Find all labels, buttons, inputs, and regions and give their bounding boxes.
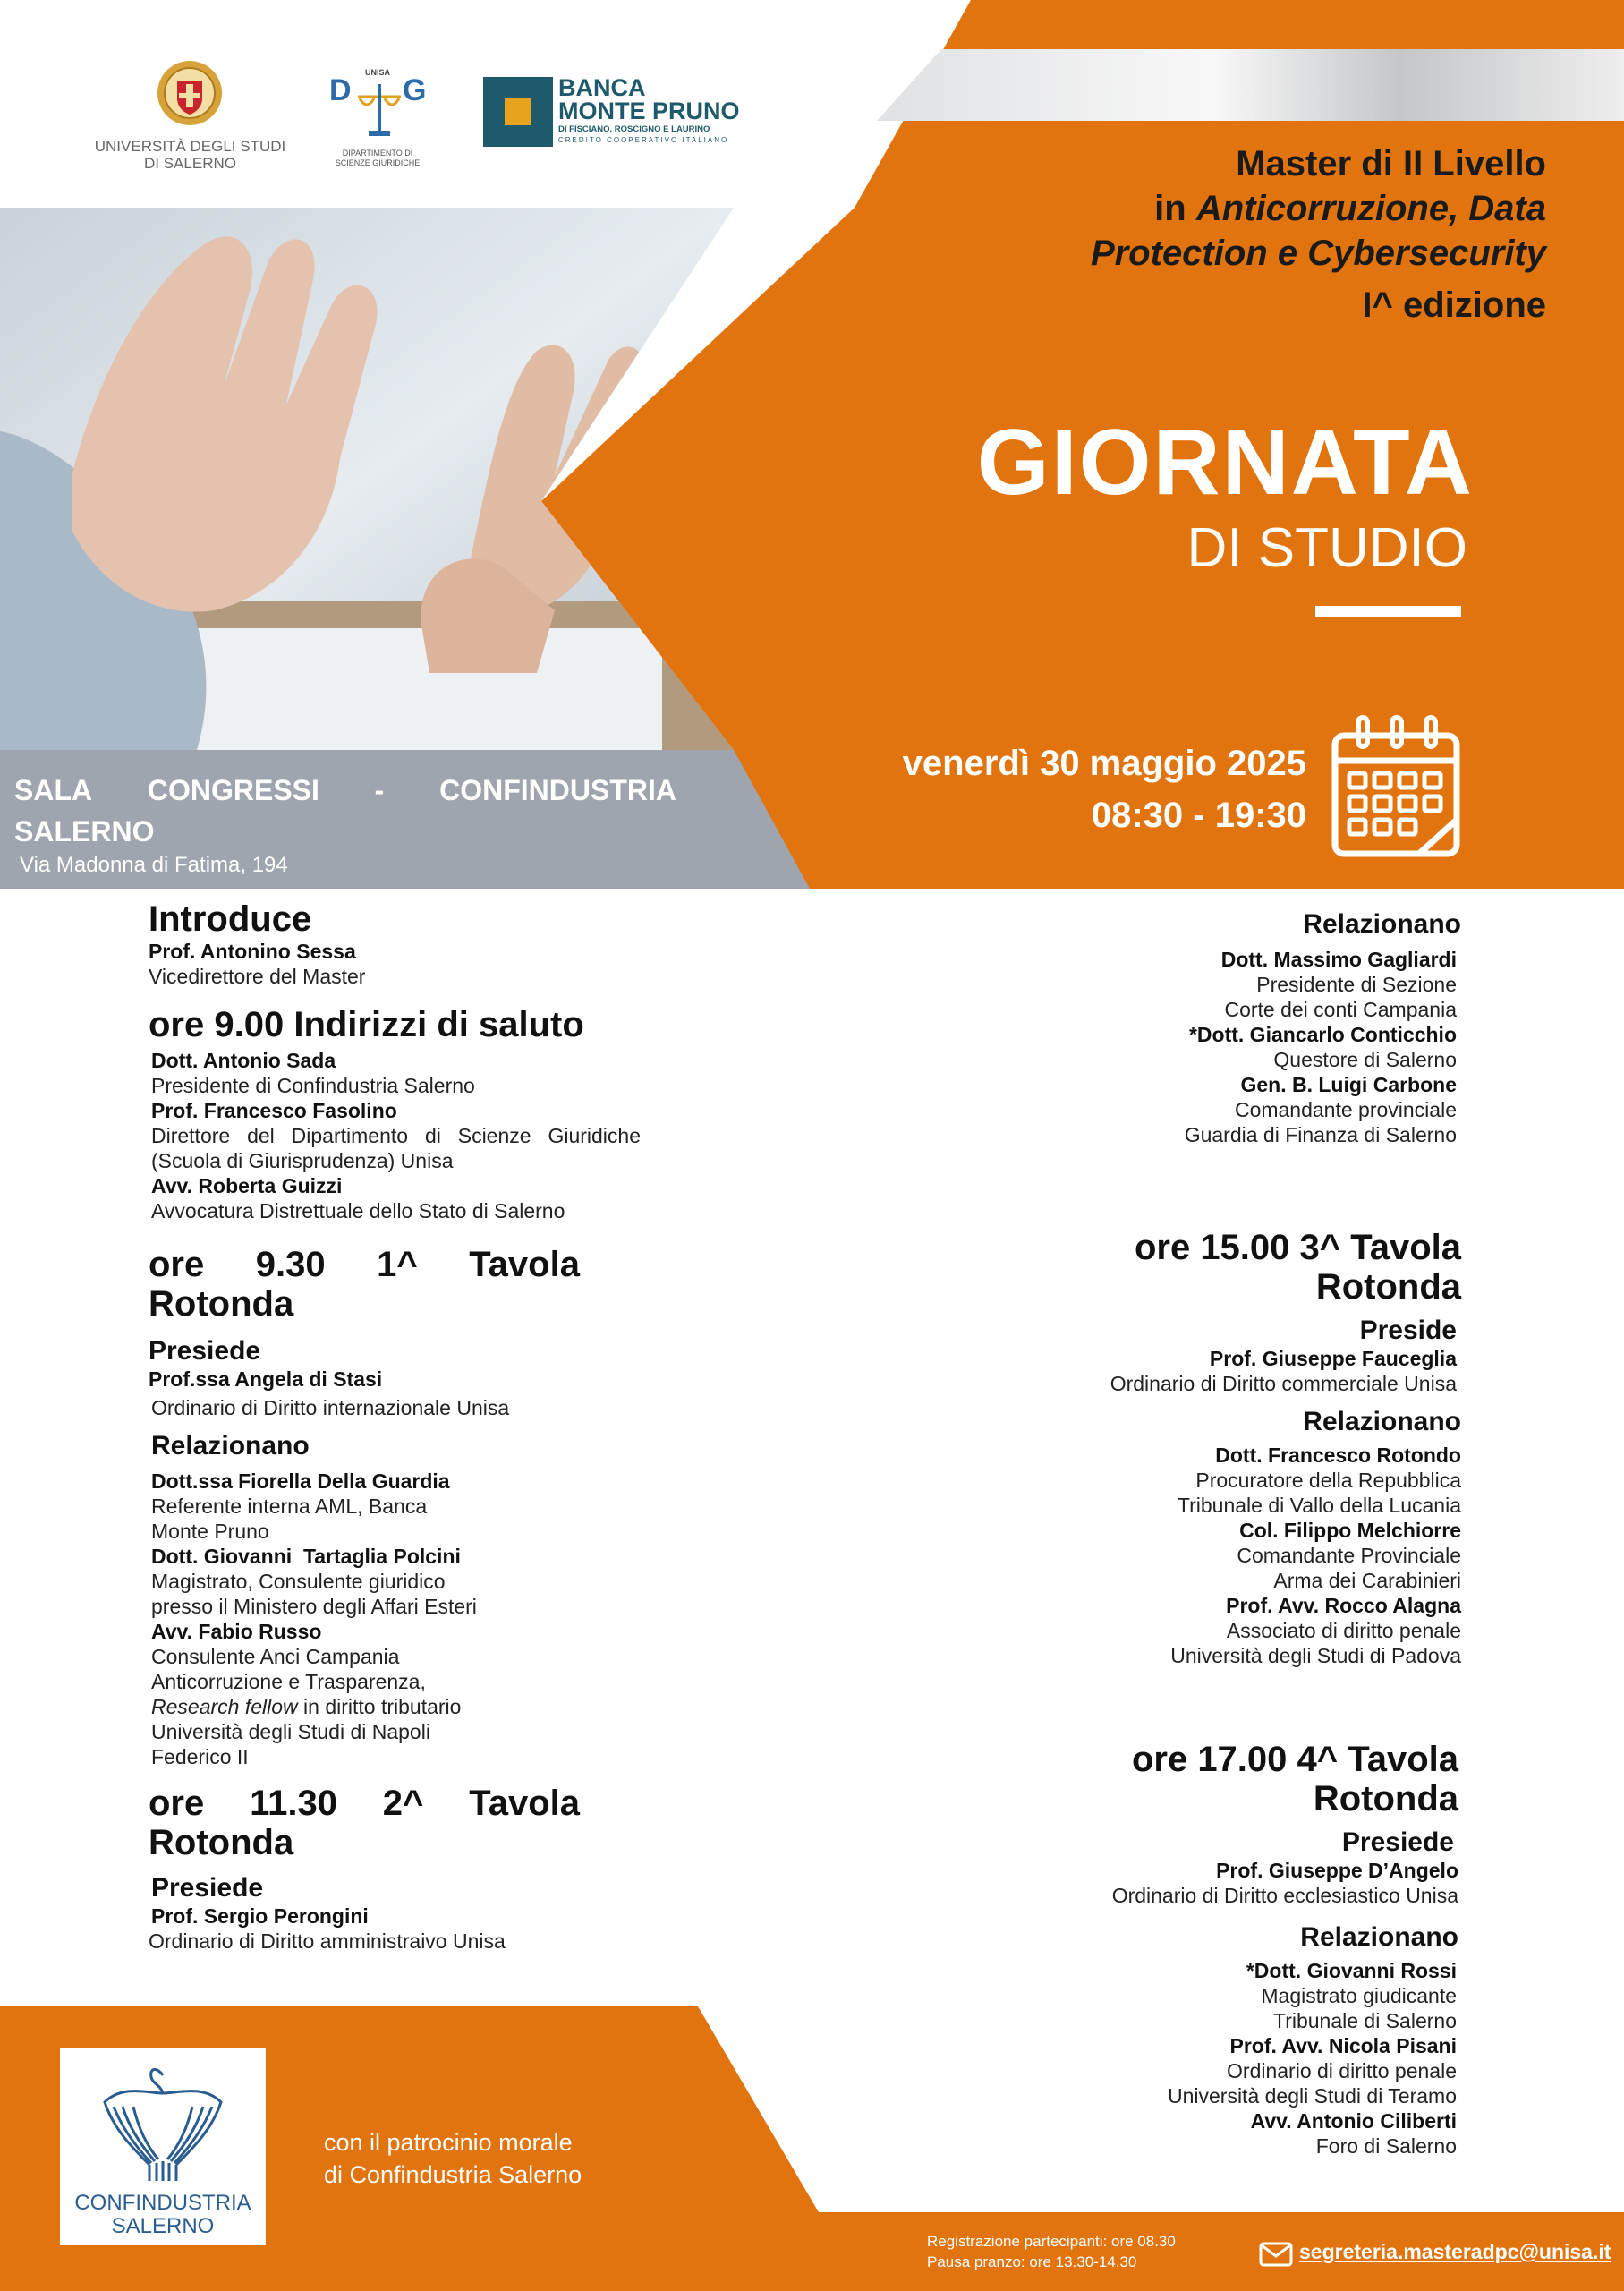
banca-sub1: DI FISCIANO, ROSCIGNO E LAURINO [558,124,710,134]
tavola1-heading [149,1245,580,1284]
tavola1-heading-word: ore [149,1245,205,1284]
tavola3-preside-name: Prof. Giuseppe Fauceglia [1209,1347,1457,1370]
university-seal-icon [156,59,224,127]
dsg-logo-tag: UNISA [365,68,391,77]
tavola2-preside-role: Ordinario di Diritto amministraivo Unisa [149,1929,506,1953]
venue-word-4: CONFINDUSTRIA [439,774,676,806]
tavola2-heading [149,1784,580,1823]
saluti-person-name: Prof. Francesco Fasolino [151,1099,397,1122]
tavola2-rel-label: Relazionano [1303,909,1461,939]
event-date: venerdì 30 maggio 2025 [902,744,1306,783]
tavola2-relatori [984,909,1461,1147]
tavola3-rel-label: Relazionano [1303,1407,1461,1436]
patrocinio-line1: con il patrocinio morale [324,2129,573,2156]
confindustria-line1: CONFINDUSTRIA [74,2191,251,2215]
tavola2-heading-word: 11.30 [250,1784,337,1823]
speaker-role: Comandante Provinciale [1237,1544,1461,1567]
saluti-person-name: Dott. Antonio Sada [151,1049,336,1072]
event-time: 08:30 - 19:30 [1091,796,1306,835]
tavola3-preside-role: Ordinario di Diritto commerciale Unisa [1110,1372,1457,1395]
speaker-role: Ordinario di diritto penale [1227,2059,1457,2082]
speaker-role: Corte dei conti Campania [1224,998,1457,1021]
speaker-role: Guardia di Finanza di Salerno [1184,1123,1457,1146]
tavola4-preside-name: Prof. Giuseppe D’Angelo [1216,1859,1458,1882]
tavola2-heading-word: 2^ [382,1784,424,1823]
dsg-logo-icon [324,66,431,140]
speaker-role: Foro di Salerno [1315,2134,1457,2158]
tavola2-preside-label: Presiede [151,1873,264,1903]
tavola2-heading-word: Tavola [469,1784,580,1823]
saluti-heading: ore 9.00 Indirizzi di saluto [149,1005,584,1044]
calendar-icon [1330,714,1464,862]
tavola1-preside-role: Ordinario di Diritto internazionale Unisa [151,1396,510,1419]
logo-banca-monte-pruno [483,74,761,147]
speaker-name: Col. Filippo Melchiorre [1239,1519,1461,1542]
speaker-name: Dott. Massimo Gagliardi [1220,948,1457,971]
tavola1-heading-word: 1^ [377,1245,418,1284]
tavola1-person-role: Anticorruzione e Trasparenza, [151,1670,426,1693]
tavola4-heading: ore 17.00 4^ Tavola [1131,1740,1458,1779]
tavola1-heading-word: Tavola [469,1245,580,1284]
saluti-person-name: Avv. Roberta Guizzi [151,1174,343,1197]
tavola1-person-name: Dott.ssa Fiorella Della Guardia [151,1469,450,1493]
left-column [149,899,641,1954]
tavola4-preside-role: Ordinario di Diritto ecclesiastico Unisa [1111,1884,1458,1907]
tavola1-person-role: Monte Pruno [151,1520,269,1543]
svg-text:D: D [329,73,352,107]
master-line2-prefix: in [1154,189,1196,228]
tavola4-preside-label: Presiede [1341,1827,1454,1857]
hero-subtitle: DI STUDIO [1186,517,1467,579]
banca-logo-icon [483,77,553,147]
tavola3-heading: ore 15.00 3^ Tavola [1134,1228,1461,1267]
speaker-name: Avv. Antonio Ciliberti [1250,2109,1457,2133]
speaker-name: *Dott. Giovanni Rossi [1246,1959,1457,1982]
speaker-role: Procuratore della Repubblica [1195,1469,1461,1492]
tavola1-research-line [151,1694,641,1719]
venue-word-2: CONGRESSI [147,774,319,806]
hero-title: GIORNATA [976,411,1474,515]
tavola1-person-role: Referente interna AML, Banca [151,1495,428,1518]
tavola2-heading-word: ore [149,1784,205,1823]
tavola1-heading-word: 9.30 [255,1245,326,1284]
email-link[interactable]: segreteria.masteradpc@unisa.it [1299,2240,1611,2263]
tavola1-person-role: Federico II [151,1745,249,1768]
speaker-role: Università degli Studi di Padova [1170,1644,1461,1667]
tavola1-person-role: presso il Ministero degli Affari Esteri [151,1595,477,1618]
speaker-role: Questore di Salerno [1273,1048,1457,1071]
research-fellow-em: Research fellow [151,1695,298,1718]
tavola3-preside-label: Preside [1359,1316,1457,1345]
tavola3-block [984,1228,1461,1668]
speaker-name: *Dott. Giancarlo Conticchio [1188,1023,1457,1046]
tavola4-rel-label: Relazionano [1300,1922,1458,1952]
speaker-role: Università degli Studi di Teramo [1167,2084,1457,2108]
speaker-role: Associato di diritto penale [1226,1619,1461,1642]
venue-line1 [14,773,676,807]
tavola1-person-role: Magistrato, Consulente giuridico [151,1570,446,1593]
venue-word-3: - [374,774,385,806]
tavola1-rel-label: Relazionano [151,1431,310,1461]
confindustria-eagle-icon [96,2057,230,2183]
master-line2-em: Anticorruzione, Data [1195,189,1546,228]
speaker-name: Gen. B. Luigi Carbone [1240,1073,1457,1096]
confindustria-line2: SALERNO [111,2214,215,2238]
banca-name-line1: BANCA [558,74,646,101]
intro-role: Vicedirettore del Master [149,965,366,988]
master-line1: Master di II Livello [1236,144,1546,183]
speaker-name: Prof. Avv. Rocco Alagna [1226,1594,1461,1617]
speaker-name: Prof. Avv. Nicola Pisani [1229,2034,1457,2057]
speaker-role: Comandante provinciale [1234,1098,1457,1121]
venue-line2: SALERNO [14,815,155,847]
master-title [830,141,1546,328]
tavola1-person-role: Università degli Studi di Napoli [151,1720,430,1743]
venue-word-1: SALA [14,774,93,806]
tavola1-rel-list [149,1469,641,1769]
logo-dsg [324,66,431,174]
svg-text:G: G [403,73,427,107]
banca-sub2: CREDITO COOPERATIVO ITALIANO [558,136,729,144]
research-rest: in diritto tributario [297,1695,462,1718]
pausa-text: Pausa pranzo: ore 13.30-14.30 [927,2253,1137,2270]
saluti-person-role: Direttore del Dipartimento di Scienze Giuridiche (Scuola di Giurisprudenza) Unisa [151,1124,641,1172]
tavola1-preside-label: Presiede [149,1336,261,1366]
tavola1-preside-name: Prof.ssa Angela di Stasi [149,1367,383,1391]
registrazione-text: Registrazione partecipanti: ore 08.30 [927,2233,1176,2250]
master-line3-em: Protection e Cybersecurity [1090,234,1546,273]
tavola2-rel-list [984,947,1461,1147]
tavola2-preside-name: Prof. Sergio Perongini [151,1904,369,1928]
speaker-role: Magistrato giudicante [1261,1984,1457,2007]
tavola1-person-role: Consulente Anci Campania [151,1645,400,1668]
master-edition: I^ edizione [1362,285,1546,325]
confindustria-logo [60,2048,266,2245]
saluti-person-role: Presidente di Confindustria Salerno [151,1074,475,1097]
saluti-person-role: Avvocatura Distrettuale dello Stato di Salerno [151,1199,565,1222]
speaker-role: Tribunale di Salerno [1273,2009,1457,2032]
logo-unisa [89,59,291,175]
envelope-icon [1259,2242,1293,2267]
intro-name: Prof. Antonino Sessa [149,940,356,963]
speaker-role: Tribunale di Vallo della Lucania [1177,1494,1461,1517]
tavola4-heading-line2: Rotonda [1313,1779,1458,1818]
master-line2 [830,186,1546,231]
venue-address: Via Madonna di Fatima, 194 [20,853,288,877]
tavola1-heading-line2: Rotonda [149,1284,294,1324]
tavola1-person-name: Dott. Giovanni Tartaglia Polcini [151,1545,461,1568]
tavola3-rel-list [984,1443,1461,1668]
tavola1-person-name: Avv. Fabio Russo [151,1620,322,1643]
tavola2-heading-line2: Rotonda [149,1823,294,1862]
speaker-role: Presidente di Sezione [1256,973,1457,996]
speaker-role: Arma dei Carabinieri [1273,1569,1461,1592]
saluti-list [149,1048,641,1223]
tavola3-heading-line2: Rotonda [1315,1267,1461,1307]
intro-heading: Introduce [149,899,312,939]
unisa-logo-text: UNIVERSITÀ DEGLI STUDI DI SALERNO [94,138,286,172]
master-line3 [830,231,1546,276]
speaker-name: Dott. Francesco Rotondo [1215,1444,1461,1467]
banca-name-line2: MONTE PRUNO [558,98,740,124]
dsg-logo-text: DIPARTIMENTO DI SCIENZE GIURIDICHE [335,149,421,167]
hero-underline [1315,606,1461,617]
patrocinio-line2: di Confindustria Salerno [324,2161,582,2188]
hero-photo-hands [0,208,734,750]
